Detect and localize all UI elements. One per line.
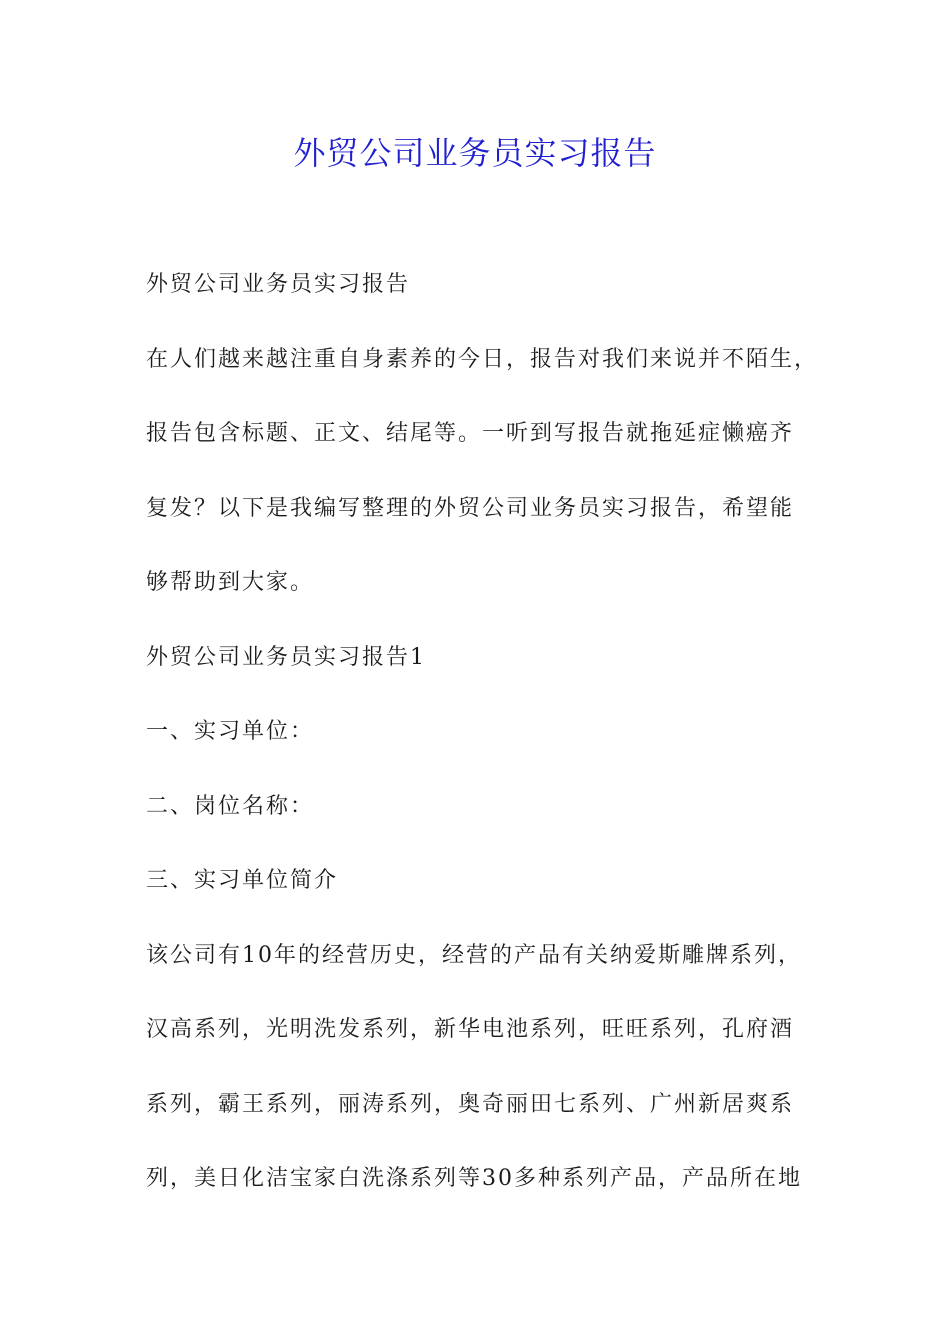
paragraph-line: 系列，霸王系列，丽涛系列，奥奇丽田七系列、广州新居爽系 [146,1091,795,1117]
item-internship-unit: 一、实习单位： [146,719,315,744]
paragraph-line: 汉高系列，光明洗发系列，新华电池系列，旺旺系列，孔府酒 [146,1017,795,1042]
paragraph-line: 在人们越来越注重自身素养的今日，报告对我们来说并不陌生， [146,346,819,372]
document-body [146,263,819,1232]
subtitle-line: 外贸公司业务员实习报告 [146,272,411,297]
item-position-name: 二、岗位名称： [146,793,315,819]
paragraph-line: 复发？以下是我编写整理的外贸公司业务员实习报告，希望能 [146,495,795,521]
paragraph-line: 列，美日化洁宝家白洗涤系列等30多种系列产品，产品所在地 [146,1166,802,1191]
paragraph-line: 该公司有10年的经营历史，经营的产品有关纳爱斯雕牌系列， [146,942,802,968]
paragraph-line: 报告包含标题、正文、结尾等。一听到写报告就拖延症懒癌齐 [146,421,795,446]
section-heading: 外贸公司业务员实习报告1 [146,644,426,670]
document-title: 外贸公司业务员实习报告 [293,134,657,172]
item-unit-intro: 三、实习单位简介 [146,868,339,893]
paragraph-line: 够帮助到大家。 [146,570,315,595]
